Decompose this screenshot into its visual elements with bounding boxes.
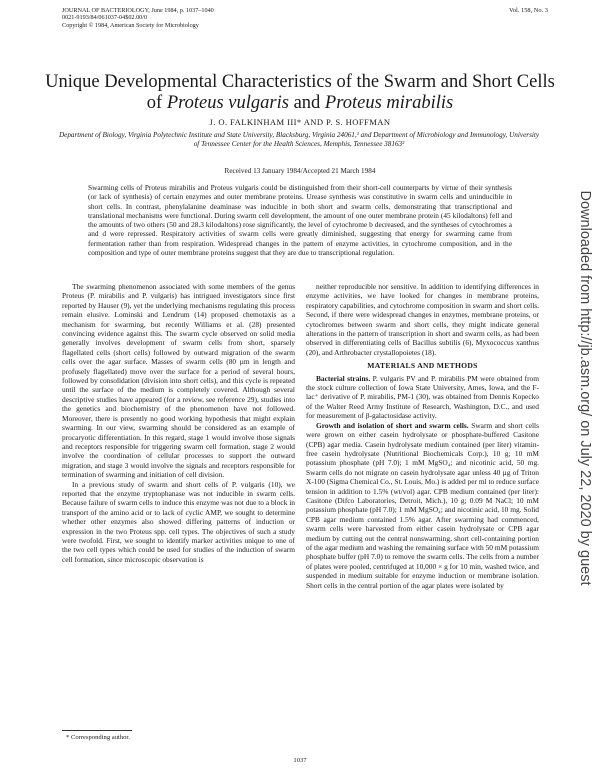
journal-citation: JOURNAL OF BACTERIOLOGY, June 1984, p. 1037–1040 — [62, 7, 214, 14]
journal-issn: 0021-9193/84/061037-04$02.00/0 — [62, 14, 148, 22]
body-column-right — [306, 282, 539, 590]
title-species-1: Proteus vulgaris — [166, 93, 289, 113]
download-watermark-text[interactable]: Downloaded from http://jb.asm.org/ on July 22, 2020 by guest — [577, 190, 593, 586]
section-heading-methods: MATERIALS AND METHODS — [367, 361, 478, 371]
page-number: 1037 — [293, 757, 307, 764]
body-column-left — [62, 282, 295, 564]
affiliations: Department of Biology, Virginia Polytechnic Institute and State University, Blacksburg, Virginia 24061,¹ and Department of Microbiology and Immunology, University of Tennessee Center for the Health Sciences, Memphis, Tennessee 38163² — [58, 131, 540, 149]
received-date: Received 13 January 1984/Accepted 21 March 1984 — [224, 167, 376, 175]
intro-paragraph-1: The swarming phenomenon associated with some members of the genus Proteus (P. mirabilis and P. vulgaris) has intrigued investigators since first reported by Hauser (9), yet the underlying mechanisms regulating this process remain elusive. Lominski and Lendrum (14) proposed chemotaxis as a mechanism for swarming, but recently Williams et al. (28) presented convincing evidence against this. The swarm cycle observed on solid media generally involves development of swarm cells from short, sparsely flagellated cells (short cells) followed by outward migration of the swarm cells over the agar surface. Masses of swarm cells (80 µm in length and profusely flagellated) move over the surface for a period of several hours, followed by consolidation (division into short cells), and this cycle is repeated until the surface of the medium is completely covered. Although several descriptive studies have appeared (for a review, see reference 29), studies into the genetics and biochemistry of the phenomenon have not followed. Moreover, there is presently no good working hypothesis that might explain swarming. In our view, swarming should be considered as an example of procaryotic differentiation. In this regard, stage 1 would involve those signals and receptors responsible for triggering swarm cell formation, stage 2 would involve the coordination of cellular processes to support the outward migration, and stage 3 would involve the signals and receptors responsible for termination of swarming and initiation of cell division. — [62, 282, 295, 480]
footnote-corresponding: * Corresponding author. — [66, 734, 130, 741]
abstract: Swarming cells of Proteus mirabilis and Proteus vulgaris could be distinguished from their short-cell counterparts by virtue of their synthesis (or lack of synthesis) of certain enzymes and outer membrane proteins. Urease synthesis was constitutive in swarm cells and uninducible in short cells. In contrast, phenylalanine deaminase was inducible in both short and swarm cells, demonstrating that transcriptional and translational mechanisms were functional. During swarm cell development, the amount of one outer membrane protein (45 kilodaltons) fell and the amounts of two others (50 and 28.3 kilodaltons) rose significantly, the level of cytochrome b decreased, and the syntheses of cytochromes a and d were repressed. Respiratory activities of swarm cells were greatly diminished, suggesting that energy for swarming came from fermentation rather than from respiration. Widespread changes in the pattern of enzyme activities, in cytochrome composition, and in the composition and type of outer membrane proteins suggest that they are due to transcriptional regulation. — [88, 183, 512, 258]
intro-paragraph-2: In a previous study of swarm and short cells of P. vulgaris (10), we reported that the enzyme tryptophanase was not inducible in swarm cells. Because failure of swarm cells to induce this enzyme was not due to a block in transport of the amino acid or to lack of cyclic AMP, we sought to determine whether other enzymes also showed differing patterns of induction or expression in the two Proteus spp. cell types. The objectives of such a study were twofold. First, we sought to identify marker activities unique to one of the two cell types which could be used for studies of the induction of swarm cell formation, since microscopic observation is — [62, 479, 295, 564]
title-line-2 — [40, 93, 560, 114]
journal-header — [62, 7, 214, 29]
article-title — [40, 72, 560, 114]
footnote-rule — [62, 730, 132, 731]
title-and: and — [293, 93, 321, 113]
title-line-1: Unique Developmental Characteristics of the Swarm and Short Cells — [45, 72, 555, 92]
journal-copyright: Copyright © 1984, American Society for Microbiology — [62, 21, 199, 29]
author-list: J. O. FALKINHAM III* AND P. S. HOFFMAN — [209, 117, 391, 127]
strains-text: P. vulgaris PV and P. mirabilis PM were obtained from the stock culture collection of Iowa State University, Ames, Iowa, and the F-lac⁺ derivative of P. mirabilis, PM-1 (30), was obtained from Dennis Kopecko of the Walter Reed Army Institute of Research, Washington, D.C., and used for measurement of β-galactosidase activity. — [306, 373, 539, 421]
journal-volume: Vol. 158, No. 3 — [509, 7, 548, 14]
methods-paragraph-growth — [306, 421, 539, 590]
title-species-2: Proteus mirabilis — [324, 93, 454, 113]
runin-growth-isolation: Growth and isolation of short and swarm cells. — [316, 420, 469, 430]
title-of: of — [146, 93, 163, 113]
runin-bacterial-strains: Bacterial strains. — [316, 373, 371, 383]
growth-text: Swarm and short cells were grown on either casein hydrolysate or phosphate-buffered Casitone (CPB) agar media. Casein hydrolysate medium contained (per liter) vitamin-free casein hydrolysate (Nutritional Biochemicals Corp.), 10 g; 10 mM potassium phosphate (pH 7.0); 1 mM MgSO₄; and nicotinic acid, 50 mg. Swarm cells do not migrate on casein hydrolysate agar unless 40 µg of Triton X-100 (Sigma Chemical Co., St. Louis, Mo.) is added per ml to reduce surface tension in addition to 1.5% (wt/vol) agar. CPB medium contained (per liter): Casitone (Difco Laboratories, Detroit, Mich.), 10 g; 0.09 M NaCl; 10 mM potassium phosphate (pH 7.0); 1 mM MgSO₄; and nicotinic acid, 10 mg. Solid CPB agar medium contained 1.5% agar. After swarming had commenced, swarm cells were harvested from either casein hydrolysate or CPB agar medium by cutting out the central nonswarming, short cell-containing portion of the agar medium and washing the remaining surface with 50 mM potassium phosphate buffer (pH 7.0) to remove the swarm cells. The cells from a number of plates were pooled, centrifuged at 10,000 × g for 10 min, washed twice, and suspended in medium suitable for enzyme induction or membrane isolation. Short cells in the central portion of the agar plates were isolated by — [306, 420, 539, 590]
intro-paragraph-3: neither reproducible nor sensitive. In addition to identifying differences in enzyme activities, we have looked for changes in membrane proteins, respiratory capabilities, and cytochrome composition in swarm and short cells. Second, if there were widespread changes in enzymes, membrane proteins, or cytochromes between swarm and short cells, they might indicate general alterations in the pattern of transcription in short and swarm cells, as had been observed in differentiating cells of Bacillus subtilis (6), Myxococcus xanthus (20), and Arthrobacter crystallopoietes (18). — [306, 282, 539, 357]
methods-paragraph-strains — [306, 374, 539, 421]
